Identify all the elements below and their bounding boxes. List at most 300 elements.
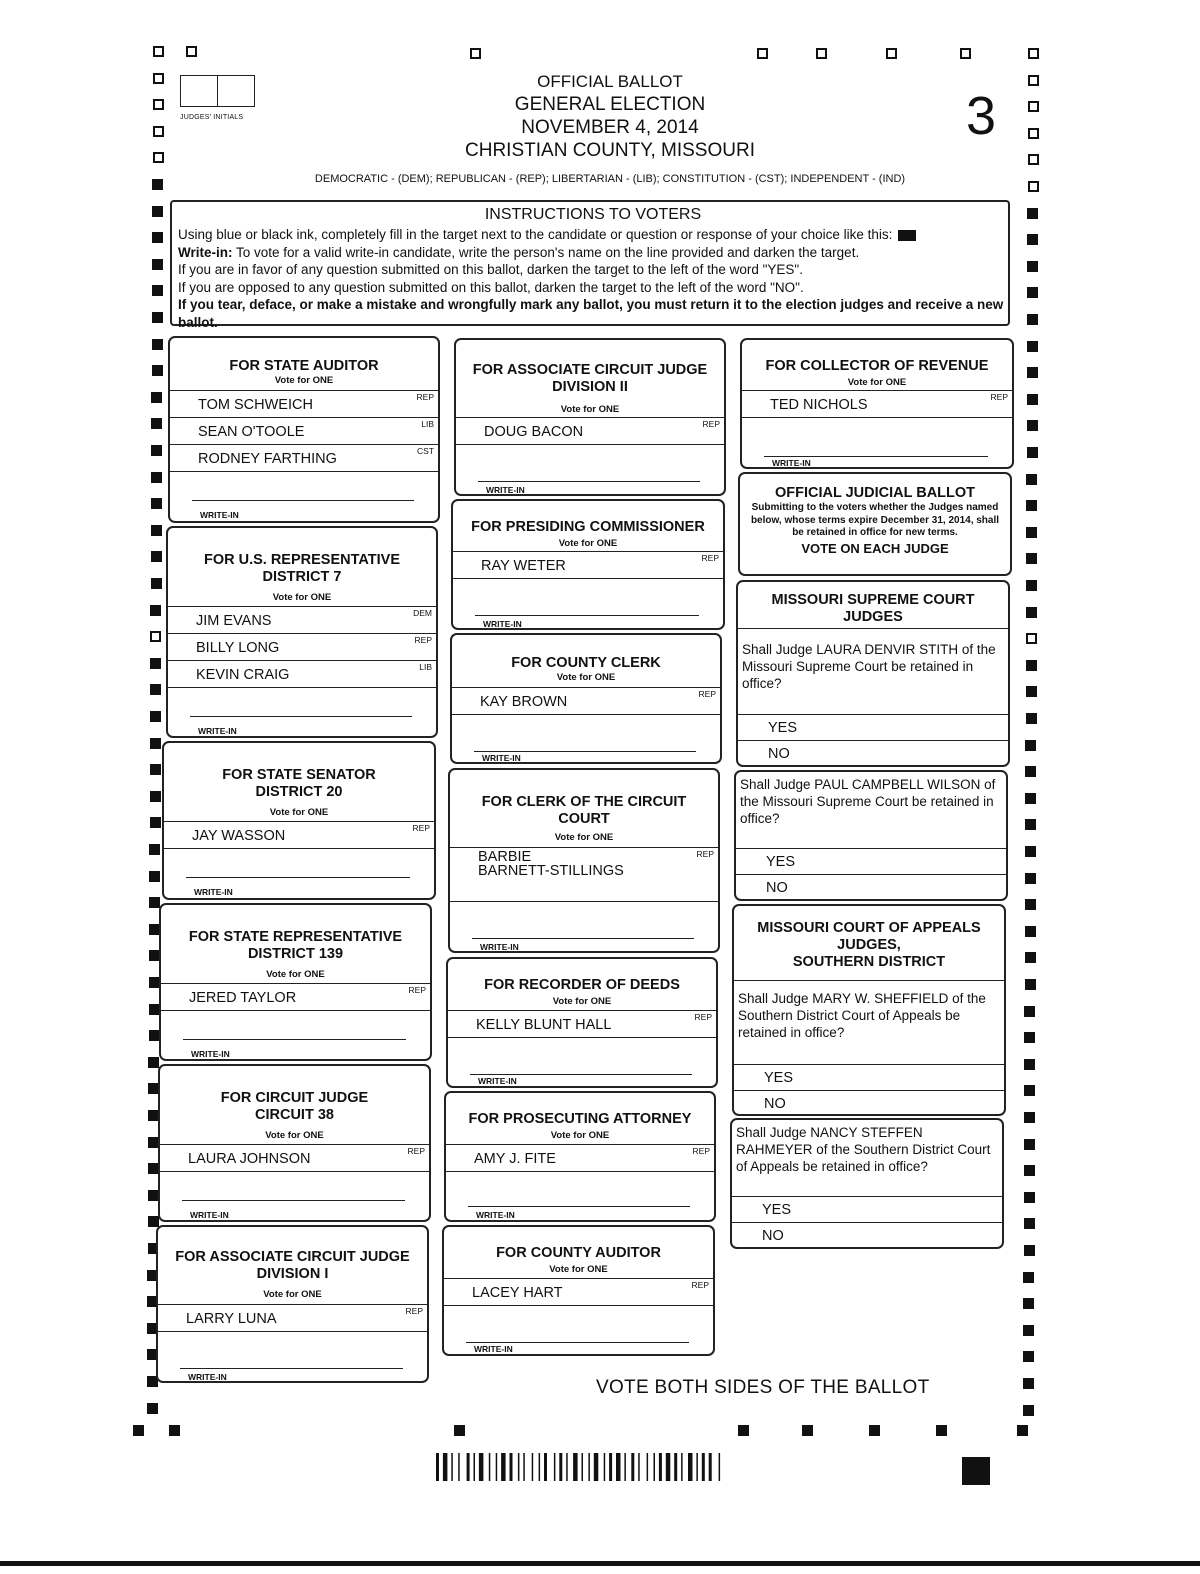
candidate-row[interactable] xyxy=(170,444,438,472)
timing-mark xyxy=(1023,1351,1034,1362)
timing-mark xyxy=(936,1425,947,1436)
write-in-line[interactable] xyxy=(475,615,699,616)
timing-mark xyxy=(1027,314,1038,325)
supreme-court-title: MISSOURI SUPREME COURT xyxy=(771,592,975,608)
vote-for-one: Vote for ONE xyxy=(554,832,614,843)
barcode-bar xyxy=(467,1453,470,1481)
yes-option[interactable] xyxy=(736,848,1006,875)
write-in-label: WRITE-IN xyxy=(480,942,519,952)
candidate-row[interactable] xyxy=(450,847,718,902)
candidate-name: DOUG BACON xyxy=(484,424,584,440)
corner-registration-mark xyxy=(962,1457,990,1485)
write-in-line[interactable] xyxy=(186,877,410,878)
timing-mark xyxy=(1027,261,1038,272)
candidate-row[interactable] xyxy=(170,390,438,418)
candidate-name: LARRY LUNA xyxy=(186,1311,277,1327)
timing-mark xyxy=(1027,234,1038,245)
party-code: REP xyxy=(696,849,714,859)
party-code: REP xyxy=(702,419,720,429)
write-in-label: WRITE-IN xyxy=(474,1344,513,1354)
party-code: REP xyxy=(412,823,430,833)
party-code: REP xyxy=(698,689,716,699)
race-associate-circuit-judge-division-1 xyxy=(156,1225,429,1383)
vote-for-one: Vote for ONE xyxy=(269,807,329,818)
write-in-row[interactable] xyxy=(742,417,1012,468)
candidate-row[interactable] xyxy=(168,633,436,661)
write-in-line[interactable] xyxy=(470,1074,692,1075)
timing-mark xyxy=(151,445,162,456)
barcode-bar xyxy=(539,1453,541,1481)
appeals-court-district: SOUTHERN DISTRICT xyxy=(792,954,946,970)
timing-mark xyxy=(1025,979,1036,990)
timing-mark xyxy=(1026,607,1037,618)
barcode-bar xyxy=(523,1453,525,1481)
write-in-line[interactable] xyxy=(472,938,694,939)
barcode-bar xyxy=(666,1453,671,1481)
timing-mark xyxy=(1023,1378,1034,1389)
vote-for-one: Vote for ONE xyxy=(272,592,332,603)
judicial-description: Submitting to the voters whether the Judges named below, whose terms expire December 31, 2014, shall be retained in office for new terms. xyxy=(750,502,1000,538)
write-in-line[interactable] xyxy=(182,1200,405,1201)
candidate-name: KEVIN CRAIG xyxy=(196,667,290,683)
timing-mark xyxy=(1026,553,1037,564)
write-in-line[interactable] xyxy=(478,481,700,482)
race-title: FOR COUNTY CLERK xyxy=(511,655,661,671)
candidate-row[interactable] xyxy=(168,660,436,688)
timing-mark xyxy=(1024,1032,1035,1043)
timing-mark xyxy=(1025,766,1036,777)
race-title: FOR ASSOCIATE CIRCUIT JUDGE xyxy=(472,362,708,378)
race-us-representative xyxy=(166,526,438,738)
party-code: REP xyxy=(701,553,719,563)
timing-mark xyxy=(148,1216,159,1227)
timing-mark xyxy=(1026,500,1037,511)
candidate-name: AMY J. FITE xyxy=(474,1151,556,1167)
timing-mark xyxy=(1024,1245,1035,1256)
timing-mark xyxy=(757,48,768,59)
timing-mark xyxy=(886,48,897,59)
barcode-bar xyxy=(501,1453,506,1481)
retention-question: Shall Judge LAURA DENVIR STITH of the Missouri Supreme Court be retained in office? xyxy=(738,628,1008,729)
instructions-line-4: If you are opposed to any question submitted on this ballot, darken the target to the left of the word "NO". xyxy=(178,279,804,295)
race-title: FOR CIRCUIT JUDGE xyxy=(220,1090,369,1106)
write-in-label: WRITE-IN xyxy=(198,726,237,736)
timing-mark xyxy=(1027,287,1038,298)
barcode-bar xyxy=(554,1453,556,1481)
race-title: FOR COUNTY AUDITOR xyxy=(496,1245,661,1261)
party-code: REP xyxy=(694,1012,712,1022)
timing-mark xyxy=(149,1030,160,1041)
candidate-row[interactable] xyxy=(161,983,430,1011)
party-code: CST xyxy=(417,446,434,456)
race-title: FOR ASSOCIATE CIRCUIT JUDGE xyxy=(175,1249,410,1265)
judicial-ballot-header xyxy=(738,472,1012,576)
candidate-name-line-1: BARBIE xyxy=(478,849,532,865)
timing-mark xyxy=(1027,367,1038,378)
no-label: NO xyxy=(768,746,790,762)
timing-mark xyxy=(1024,1218,1035,1229)
vote-for-one: Vote for ONE xyxy=(556,672,616,683)
party-code: LIB xyxy=(419,662,432,672)
page-edge-rule xyxy=(0,1561,1200,1566)
timing-mark xyxy=(153,152,164,163)
race-title: FOR RECORDER OF DEEDS xyxy=(484,977,680,993)
write-in-label: WRITE-IN xyxy=(191,1049,230,1059)
timing-mark xyxy=(151,392,162,403)
retention-question: Shall Judge MARY W. SHEFFIELD of the Southern District Court of Appeals be retained in office? xyxy=(734,980,1004,1076)
vote-for-one: Vote for ONE xyxy=(560,404,620,415)
write-in-label: WRITE-IN xyxy=(188,1372,227,1382)
write-in-label: WRITE-IN xyxy=(194,887,233,897)
instructions-line-3: If you are in favor of any question submitted on this ballot, darken the target to the left of the word "YES". xyxy=(178,262,803,277)
vote-for-one: Vote for ONE xyxy=(265,1130,324,1141)
party-code: REP xyxy=(692,1146,710,1156)
instructions-writein-label: Write-in: xyxy=(178,244,233,260)
race-recorder-of-deeds xyxy=(446,957,718,1088)
timing-mark xyxy=(148,1057,159,1068)
no-option[interactable] xyxy=(736,874,1006,901)
barcode-bar xyxy=(674,1453,677,1481)
candidate-name: LACEY HART xyxy=(472,1285,563,1301)
candidate-name-line-2: BARNETT-STILLINGS xyxy=(478,863,624,879)
candidate-row[interactable] xyxy=(444,1278,713,1306)
timing-mark xyxy=(150,791,161,802)
timing-mark xyxy=(869,1425,880,1436)
no-label: NO xyxy=(764,1096,786,1112)
timing-mark xyxy=(153,99,164,110)
write-in-row[interactable] xyxy=(170,471,438,522)
timing-mark xyxy=(133,1425,144,1436)
race-title: FOR COLLECTOR OF REVENUE xyxy=(765,358,989,374)
instructions-line-2: To vote for a valid write-in candidate, write the person's name on the line provided and darken the target. xyxy=(232,244,860,260)
candidate-row[interactable] xyxy=(158,1304,427,1332)
timing-mark xyxy=(1024,1192,1035,1203)
appeals-court-title: MISSOURI COURT OF APPEALS xyxy=(757,920,981,936)
barcode-bar xyxy=(681,1453,683,1481)
barcode-bar xyxy=(436,1453,439,1481)
no-option[interactable] xyxy=(734,1090,1004,1117)
ballot-barcode xyxy=(436,1453,832,1481)
write-in-row[interactable] xyxy=(164,848,434,899)
timing-mark xyxy=(152,259,163,270)
retention-question: Shall Judge NANCY STEFFEN RAHMEYER of the Southern District Court of Appeals be retained in office? xyxy=(736,1125,991,1174)
timing-mark xyxy=(152,206,163,217)
vote-for-one: Vote for ONE xyxy=(274,375,334,386)
party-code: REP xyxy=(405,1306,423,1316)
timing-mark xyxy=(149,844,160,855)
initials-label: JUDGES' INITIALS xyxy=(180,114,244,121)
instructions-line-5: If you tear, deface, or make a mistake and wrongfully mark any ballot, you must return it to the election judges and receive a new ballot. xyxy=(178,297,1004,330)
race-county-auditor xyxy=(442,1225,715,1356)
timing-mark xyxy=(1026,713,1037,724)
race-title: FOR STATE SENATOR xyxy=(222,767,376,783)
timing-mark xyxy=(150,605,161,616)
race-circuit-judge xyxy=(158,1064,431,1222)
race-subtitle: DIVISION I xyxy=(256,1266,329,1282)
party-code: LIB xyxy=(421,419,434,429)
write-in-row[interactable] xyxy=(453,578,723,629)
candidate-name: TOM SCHWEICH xyxy=(198,397,313,413)
yes-label: YES xyxy=(762,1202,792,1218)
yes-option[interactable] xyxy=(732,1196,1002,1223)
timing-mark xyxy=(1027,394,1038,405)
timing-mark xyxy=(1025,899,1036,910)
yes-label: YES xyxy=(764,1070,794,1086)
retention-question: Shall Judge PAUL CAMPBELL WILSON of the Missouri Supreme Court be retained in office? xyxy=(740,777,996,826)
instructions-box xyxy=(170,200,1010,330)
candidate-row[interactable] xyxy=(446,1144,714,1172)
timing-mark xyxy=(1025,793,1036,804)
write-in-label: WRITE-IN xyxy=(476,1210,515,1220)
write-in-line[interactable] xyxy=(468,1206,690,1207)
timing-mark xyxy=(454,1425,465,1436)
candidate-row[interactable] xyxy=(448,1010,716,1038)
timing-mark xyxy=(1024,1085,1035,1096)
write-in-line[interactable] xyxy=(183,1039,406,1040)
candidate-name: RODNEY FARTHING xyxy=(198,451,337,467)
ballot-header xyxy=(380,70,840,162)
candidate-row[interactable] xyxy=(456,417,724,445)
timing-mark xyxy=(960,48,971,59)
header-election: GENERAL ELECTION xyxy=(514,94,706,115)
write-in-line[interactable] xyxy=(466,1342,689,1343)
yes-label: YES xyxy=(766,854,796,870)
write-in-row[interactable] xyxy=(450,901,718,952)
vote-for-one: Vote for ONE xyxy=(552,996,612,1007)
candidate-row[interactable] xyxy=(160,1144,429,1172)
party-code: REP xyxy=(416,392,434,402)
race-subtitle: DISTRICT 7 xyxy=(262,569,342,585)
initials-cell xyxy=(217,75,255,107)
instructions-line-1: Using blue or black ink, completely fill in the target next to the candidate or question or response of your choice like this: xyxy=(178,227,893,242)
header-county: CHRISTIAN COUNTY, MISSOURI xyxy=(465,140,755,161)
yes-option[interactable] xyxy=(734,1064,1004,1091)
timing-mark xyxy=(1024,1165,1035,1176)
race-subtitle: DISTRICT 139 xyxy=(247,946,344,962)
party-legend: DEMOCRATIC - (DEM); REPUBLICAN - (REP); LIBERTARIAN - (LIB); CONSTITUTION - (CST); INDEPENDENT - (IND) xyxy=(314,173,906,185)
race-presiding-commissioner xyxy=(451,499,725,630)
supreme-court-retention-2 xyxy=(734,770,1008,901)
candidate-row[interactable] xyxy=(168,606,436,634)
write-in-label: WRITE-IN xyxy=(190,1210,229,1220)
no-option[interactable] xyxy=(732,1222,1002,1249)
barcode-bar xyxy=(489,1453,491,1481)
timing-mark xyxy=(1028,101,1039,112)
write-in-row[interactable] xyxy=(452,714,720,763)
timing-mark xyxy=(1027,420,1038,431)
timing-mark xyxy=(152,285,163,296)
candidate-name: JIM EVANS xyxy=(196,613,272,629)
race-state-representative xyxy=(159,903,432,1061)
timing-mark xyxy=(152,312,163,323)
party-code: DEM xyxy=(413,608,432,618)
barcode-bar xyxy=(559,1453,562,1481)
timing-mark xyxy=(150,764,161,775)
timing-mark xyxy=(151,418,162,429)
timing-mark xyxy=(1023,1405,1034,1416)
timing-mark xyxy=(1025,926,1036,937)
yes-label: YES xyxy=(768,720,798,736)
timing-mark xyxy=(150,684,161,695)
appeals-court-subtitle: JUDGES, xyxy=(837,937,901,953)
candidate-row[interactable] xyxy=(164,821,434,849)
write-in-label: WRITE-IN xyxy=(482,753,521,763)
timing-mark xyxy=(1017,1425,1028,1436)
candidate-name: BILLY LONG xyxy=(196,640,280,656)
candidate-name: RAY WETER xyxy=(481,558,566,574)
instructions-title: INSTRUCTIONS TO VOTERS xyxy=(484,206,702,223)
write-in-row[interactable] xyxy=(160,1171,429,1221)
candidate-row[interactable] xyxy=(742,390,1012,418)
timing-mark xyxy=(802,1425,813,1436)
candidate-name: TED NICHOLS xyxy=(770,397,868,413)
race-title: FOR STATE REPRESENTATIVE xyxy=(188,929,403,945)
vote-for-one: Vote for ONE xyxy=(266,969,325,980)
timing-mark xyxy=(147,1403,158,1414)
race-title: FOR PRESIDING COMMISSIONER xyxy=(471,519,705,535)
barcode-bar xyxy=(624,1453,626,1481)
write-in-row[interactable] xyxy=(168,687,436,737)
timing-mark xyxy=(153,46,164,57)
write-in-row[interactable] xyxy=(446,1171,714,1221)
timing-mark xyxy=(1025,952,1036,963)
candidate-row[interactable] xyxy=(452,687,720,715)
write-in-line[interactable] xyxy=(764,456,988,457)
write-in-row[interactable] xyxy=(448,1037,716,1087)
timing-mark xyxy=(1026,527,1037,538)
candidate-row[interactable] xyxy=(170,417,438,445)
race-title: FOR STATE AUDITOR xyxy=(229,358,379,374)
barcode-bar xyxy=(573,1453,578,1481)
timing-mark xyxy=(1026,633,1037,644)
barcode-bar xyxy=(638,1453,640,1481)
timing-mark xyxy=(1023,1298,1034,1309)
timing-mark xyxy=(1026,580,1037,591)
barcode-bar xyxy=(496,1453,498,1481)
timing-mark xyxy=(150,738,161,749)
timing-mark xyxy=(1028,154,1039,165)
header-date: NOVEMBER 4, 2014 xyxy=(521,117,699,138)
write-in-line[interactable] xyxy=(192,500,414,501)
timing-mark xyxy=(816,48,827,59)
timing-mark xyxy=(150,817,161,828)
write-in-label: WRITE-IN xyxy=(483,619,522,629)
no-label: NO xyxy=(762,1228,784,1244)
timing-mark xyxy=(153,73,164,84)
barcode-bar xyxy=(451,1453,453,1481)
timing-mark xyxy=(152,339,163,350)
timing-mark xyxy=(1028,75,1039,86)
timing-mark xyxy=(738,1425,749,1436)
appeals-court-retention-2 xyxy=(730,1118,1004,1249)
timing-mark xyxy=(1027,208,1038,219)
write-in-line[interactable] xyxy=(190,716,412,717)
timing-mark xyxy=(151,578,162,589)
timing-mark xyxy=(150,658,161,669)
barcode-bar xyxy=(443,1453,448,1481)
timing-mark xyxy=(1025,873,1036,884)
write-in-row[interactable] xyxy=(456,444,724,495)
supreme-court-retention-1 xyxy=(736,580,1010,767)
timing-mark xyxy=(1026,686,1037,697)
timing-mark xyxy=(151,472,162,483)
party-code: REP xyxy=(408,985,426,995)
party-code: REP xyxy=(407,1146,425,1156)
candidate-name: LAURA JOHNSON xyxy=(188,1151,311,1167)
timing-mark xyxy=(1026,660,1037,671)
race-prosecuting-attorney xyxy=(444,1091,716,1222)
barcode-bar xyxy=(518,1453,520,1481)
race-title: FOR U.S. REPRESENTATIVE xyxy=(203,552,401,568)
race-county-clerk xyxy=(450,633,722,764)
barcode-bar xyxy=(479,1453,484,1481)
write-in-row[interactable] xyxy=(158,1331,427,1382)
barcode-bar xyxy=(588,1453,590,1481)
race-collector-of-revenue xyxy=(740,338,1014,469)
timing-mark xyxy=(152,365,163,376)
write-in-line[interactable] xyxy=(180,1368,403,1369)
barcode-bar xyxy=(544,1453,547,1481)
timing-mark xyxy=(1027,447,1038,458)
race-subtitle: CIRCUIT 38 xyxy=(255,1107,334,1123)
timing-mark xyxy=(150,631,161,642)
candidate-name: SEAN O'TOOLE xyxy=(198,424,305,440)
candidate-name: JAY WASSON xyxy=(192,828,286,844)
timing-mark xyxy=(151,551,162,562)
timing-mark xyxy=(1024,1112,1035,1123)
vote-for-one: Vote for ONE xyxy=(263,1289,322,1300)
no-label: NO xyxy=(766,880,788,896)
race-clerk-of-circuit-court xyxy=(448,768,720,953)
timing-mark xyxy=(1025,819,1036,830)
timing-mark xyxy=(1027,341,1038,352)
barcode-bar xyxy=(594,1453,599,1481)
timing-mark xyxy=(1023,1272,1034,1283)
timing-mark xyxy=(1023,1325,1034,1336)
write-in-line[interactable] xyxy=(474,751,696,752)
write-in-label: WRITE-IN xyxy=(486,485,525,495)
barcode-bar xyxy=(631,1453,634,1481)
barcode-bar xyxy=(458,1453,460,1481)
party-code: REP xyxy=(691,1280,709,1290)
race-title: FOR PROSECUTING ATTORNEY xyxy=(468,1111,692,1127)
timing-mark xyxy=(1026,474,1037,485)
write-in-label: WRITE-IN xyxy=(772,458,811,468)
barcode-bar xyxy=(566,1453,568,1481)
initials-cell xyxy=(180,75,218,107)
no-option[interactable] xyxy=(738,740,1008,767)
race-subtitle: DISTRICT 20 xyxy=(255,784,343,800)
barcode-bar xyxy=(510,1453,513,1481)
write-in-row[interactable] xyxy=(444,1305,713,1355)
yes-option[interactable] xyxy=(738,714,1008,741)
vote-for-one: Vote for ONE xyxy=(550,1130,610,1141)
write-in-row[interactable] xyxy=(161,1010,430,1060)
write-in-label: WRITE-IN xyxy=(478,1076,517,1086)
candidate-row[interactable] xyxy=(453,551,723,579)
barcode-bar xyxy=(702,1453,705,1481)
vote-for-one: Vote for ONE xyxy=(847,377,907,388)
timing-mark xyxy=(1025,846,1036,857)
appeals-court-retention-1 xyxy=(732,904,1006,1116)
vote-for-one: Vote for ONE xyxy=(558,538,618,549)
party-code: REP xyxy=(414,635,432,645)
race-subtitle: DIVISION II xyxy=(552,379,628,395)
timing-mark xyxy=(149,871,160,882)
timing-mark xyxy=(153,126,164,137)
candidate-name: JERED TAYLOR xyxy=(189,990,297,1006)
vote-for-one: Vote for ONE xyxy=(549,1264,608,1275)
